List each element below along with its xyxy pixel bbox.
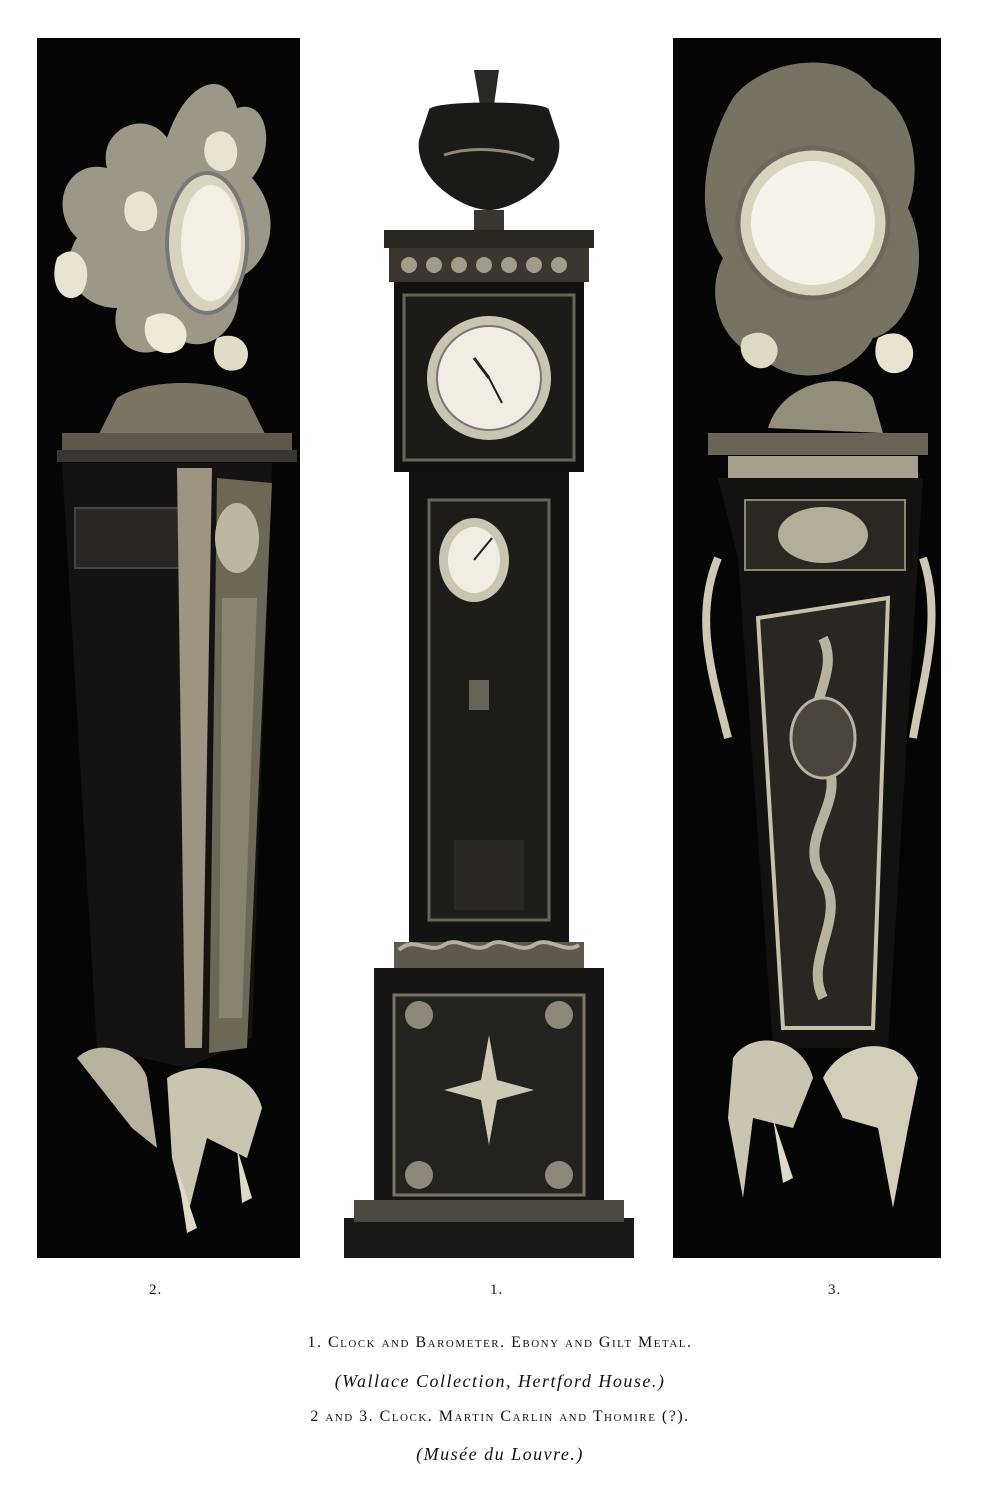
figure-number-3: 3. [828, 1282, 842, 1298]
caption-line-1: 1. Clock and Barometer. Ebony and Gilt Metal. [307, 1334, 693, 1351]
figure-number-2: 2. [149, 1282, 163, 1298]
figure-1-photograph [334, 60, 645, 1258]
caption-line-3: 2 and 3. Clock. Martin Carlin and Thomire (?). [310, 1408, 690, 1425]
figure-2-photograph [37, 38, 300, 1258]
figure-3-photograph [673, 38, 941, 1258]
figure-number-1: 1. [490, 1282, 504, 1298]
caption-line-2: (Wallace Collection, Hertford House.) [334, 1371, 666, 1391]
caption-line-4: (Musée du Louvre.) [416, 1444, 584, 1464]
